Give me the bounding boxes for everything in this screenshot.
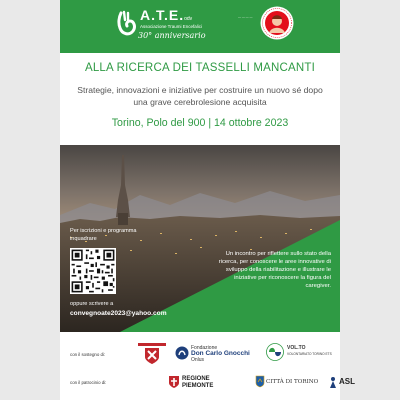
gnocchi-foundation-logo <box>191 345 250 363</box>
qr-code[interactable] <box>70 248 116 294</box>
partner-label: — — — — <box>238 15 253 19</box>
org-subtitle: Associazione Traumi Encefalici <box>140 24 203 29</box>
anniversary-label: 30° anniversario <box>138 31 206 40</box>
contact-email[interactable]: convegnoate2023@yahoo.com <box>70 310 167 317</box>
fondazione-line1: Fondazione <box>191 345 218 351</box>
event-location-date: Torino, Polo del 900 | 14 ottobre 2023 <box>111 117 289 129</box>
header-bar <box>60 0 340 53</box>
regione-line1: REGIONE <box>182 376 210 382</box>
poster-title: ALLA RICERCA DEI TASSELLI MANCANTI <box>84 62 316 74</box>
volto-name: VOL.TO <box>287 345 306 351</box>
partner-seal-logo <box>260 6 294 40</box>
fondazione-name: Don Carlo Gnocchi <box>191 350 250 357</box>
gnocchi-foundation-icon <box>175 345 189 361</box>
org-suffix: odv <box>184 16 193 22</box>
event-description: Un incontro per riflettere sullo stato della ricerca, per conoscere le aree innovative di sviluppo della riabilitazione e illustrare le iniziative per riconoscere la figura del caregiver. <box>218 251 331 290</box>
volto-desc: VOLONTARIATO TORINO ETS <box>287 351 332 356</box>
org-name: A.T.E. <box>140 7 185 23</box>
fondazione-line3: Onlus <box>191 357 205 363</box>
support-label: con il sostegno di: <box>70 352 106 357</box>
volto-icon <box>266 343 284 361</box>
hand-logo-icon <box>115 9 137 39</box>
citta-di-torino-logo: CITTÀ DI TORINO <box>266 379 319 385</box>
poster <box>60 0 355 400</box>
asl-icon <box>329 376 337 388</box>
regione-crest-icon <box>168 375 180 389</box>
registration-intro: Per iscrizioni e programma inquadrare <box>70 228 137 242</box>
poster-subtitle: Strategie, innovazioni e iniziative per costruire un nuovo sé dopo una grave cerebrolesione acquisita <box>77 85 323 107</box>
support-logo-1 <box>138 343 166 365</box>
write-to-label: oppure scrivere a <box>70 301 114 307</box>
torino-crest-icon <box>255 375 265 388</box>
patronage-label: con il patrocinio di: <box>70 380 107 385</box>
asl-logo: ASL <box>339 377 355 386</box>
regione-line2: PIEMONTE <box>182 382 214 389</box>
regione-piemonte-logo <box>182 376 213 389</box>
volto-logo <box>287 346 332 357</box>
